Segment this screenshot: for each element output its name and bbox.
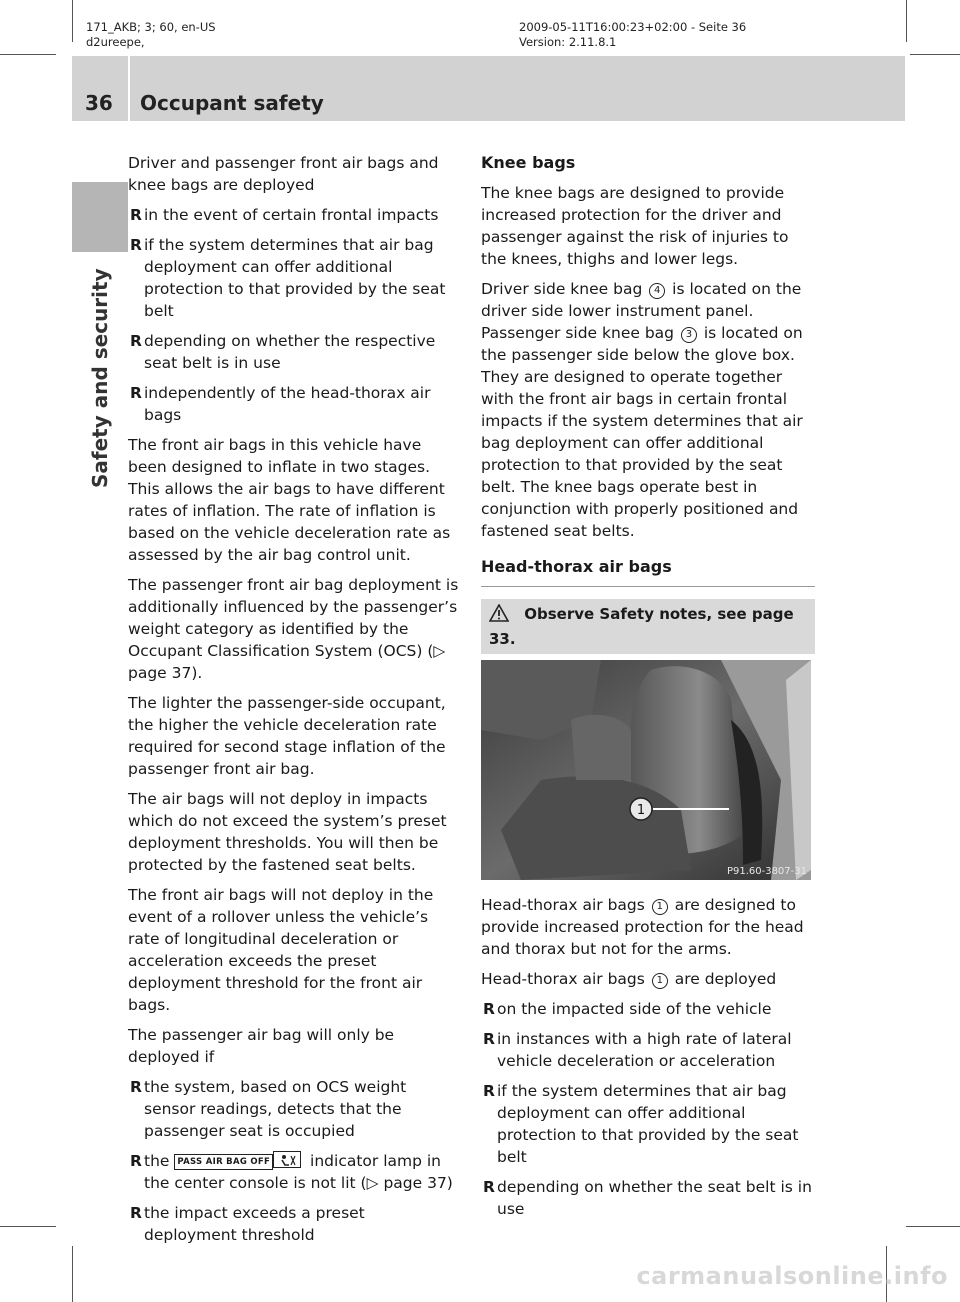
list-item-text: in the event of certain frontal impacts bbox=[144, 206, 439, 224]
text-span: Head-thorax air bags bbox=[481, 896, 645, 914]
warning-text: Observe Safety notes, see page 33. bbox=[489, 605, 794, 648]
callout-marker-1: 1 bbox=[652, 973, 668, 989]
crop-mark bbox=[0, 1226, 56, 1227]
list-item-text: depending on whether the respective seat belt is in use bbox=[144, 332, 436, 372]
text-span: are deployed bbox=[674, 970, 777, 988]
left-column bbox=[128, 152, 462, 1254]
intro-paragraph: Driver and passenger front air bags and knee bags are deployed bbox=[128, 154, 439, 194]
page-number: 36 bbox=[85, 91, 113, 115]
print-meta-line: Version: 2.11.8.1 bbox=[519, 35, 617, 49]
list-item-text: the system, based on OCS weight sensor readings, detects that the passenger seat is occupied bbox=[144, 1078, 407, 1140]
list-item bbox=[481, 998, 815, 1020]
crop-mark bbox=[906, 1226, 960, 1227]
bullet-marker: R bbox=[483, 1178, 495, 1196]
list-item-text: indicator lamp in the center console is not lit (▷ page 37) bbox=[144, 1152, 453, 1192]
print-meta-line: 171_AKB; 3; 60, en-US bbox=[86, 20, 216, 34]
text-span: is located on the driver side lower instrument panel. Passenger side knee bag bbox=[481, 280, 802, 342]
knee-bags-location-paragraph bbox=[481, 278, 815, 542]
seat-occupant-airbag-icon bbox=[273, 1151, 301, 1168]
list-item-text: independently of the head-thorax air bags bbox=[144, 384, 431, 424]
seat-photo bbox=[481, 660, 811, 880]
head-thorax-paragraph bbox=[481, 894, 815, 960]
bullet-marker: R bbox=[130, 1152, 142, 1170]
passenger-conditions-list bbox=[128, 1076, 462, 1246]
crop-mark bbox=[72, 1246, 73, 1302]
page-title: Occupant safety bbox=[140, 91, 324, 115]
bullet-marker: R bbox=[483, 1030, 495, 1048]
knee-bags-paragraph: The knee bags are designed to provide increased protection for the driver and passenger against the risk of injuries to the knees, thighs and lower legs. bbox=[481, 184, 789, 268]
text-span: Head-thorax air bags bbox=[481, 970, 645, 988]
list-item bbox=[128, 382, 462, 426]
print-meta-line: 2009-05-11T16:00:23+02:00 - Seite 36 bbox=[519, 20, 747, 34]
list-item-text: the bbox=[144, 1152, 170, 1170]
list-item bbox=[481, 1080, 815, 1168]
bullet-marker: R bbox=[130, 1078, 142, 1096]
bullet-marker: R bbox=[130, 332, 142, 350]
bullet-marker: R bbox=[483, 1000, 495, 1018]
list-item bbox=[128, 1150, 462, 1194]
knee-bags-heading: Knee bags bbox=[481, 153, 576, 172]
warning-triangle-icon bbox=[489, 604, 509, 628]
head-thorax-heading: Head-thorax air bags bbox=[481, 556, 815, 587]
list-item bbox=[128, 330, 462, 374]
bullet-marker: R bbox=[130, 206, 142, 224]
list-item-text: if the system determines that air bag deployment can offer additional protection to that provided by the seat belt bbox=[144, 236, 446, 320]
crop-mark bbox=[72, 0, 73, 42]
header-divider bbox=[128, 56, 130, 121]
list-item bbox=[481, 1028, 815, 1072]
watermark: carmanualsonline.info bbox=[636, 1262, 948, 1290]
list-item-text: on the impacted side of the vehicle bbox=[497, 1000, 772, 1018]
pass-air-bag-off-lamp: PASS AIR BAG OFF bbox=[174, 1154, 273, 1170]
photo-code: P91.60-3807-31 bbox=[726, 866, 807, 877]
bullet-marker: R bbox=[130, 384, 142, 402]
list-item-text: the impact exceeds a preset deployment threshold bbox=[144, 1204, 365, 1244]
list-item bbox=[481, 1176, 815, 1220]
ocs-paragraph: The passenger front air bag deployment is additionally influenced by the passenger’s weight category as identified by the Occupant Classification System (OCS) (▷ page 37). bbox=[128, 576, 459, 682]
list-item-text: if the system determines that air bag deployment can offer additional protection to that provided by the seat belt bbox=[497, 1082, 799, 1166]
lighter-occupant-paragraph: The lighter the passenger-side occupant, the higher the vehicle deceleration rate required for second stage inflation of the passenger front air bag. bbox=[128, 694, 446, 778]
passenger-deploy-paragraph: The passenger air bag will only be deployed if bbox=[128, 1026, 395, 1066]
section-label: Safety and security bbox=[88, 268, 112, 488]
text-span: are designed to provide increased protection for the head and thorax but not for the arms. bbox=[481, 896, 804, 958]
deploy-conditions-list bbox=[128, 204, 462, 426]
crop-mark bbox=[906, 0, 907, 42]
right-column bbox=[481, 152, 815, 1228]
list-item bbox=[128, 1076, 462, 1142]
head-thorax-deploy-paragraph bbox=[481, 968, 815, 990]
print-meta-left bbox=[86, 20, 216, 50]
crop-mark bbox=[0, 54, 56, 55]
text-span: is located on the passenger side below the glove box. They are designed to operate together with the front air bags in certain frontal impacts if the system determines that air bag deployment can offer additional protection to that provided by the seat belt. The knee bags operate best in conjunction with properly positioned and fastened seat belts. bbox=[481, 324, 803, 540]
bullet-marker: R bbox=[130, 1204, 142, 1222]
print-meta-line: d2ureepe, bbox=[86, 35, 145, 49]
rollover-paragraph: The front air bags will not deploy in the event of a rollover unless the vehicle’s rate of longitudinal deceleration or acceleration exceeds the preset deployment threshold for the front air bags. bbox=[128, 886, 434, 1014]
head-thorax-conditions-list bbox=[481, 998, 815, 1220]
crop-mark bbox=[910, 54, 960, 55]
list-item-text: depending on whether the seat belt is in use bbox=[497, 1178, 812, 1218]
thresholds-paragraph: The air bags will not deploy in impacts which do not exceed the system’s preset deployment thresholds. You will then be protected by the fastened seat belts. bbox=[128, 790, 447, 874]
photo-callout-1: 1 bbox=[636, 803, 646, 818]
safety-warning bbox=[481, 599, 815, 654]
print-meta-right bbox=[519, 20, 746, 50]
list-item bbox=[128, 234, 462, 322]
stages-paragraph: The front air bags in this vehicle have been designed to inflate in two stages. This allows the air bags to have different rates of inflation. The rate of inflation is based on the vehicle deceleration rate as assessed by the air bag control unit. bbox=[128, 436, 451, 564]
text-span: Driver side knee bag bbox=[481, 280, 643, 298]
callout-marker-1: 1 bbox=[652, 899, 668, 915]
bullet-marker: R bbox=[483, 1082, 495, 1100]
list-item bbox=[128, 1202, 462, 1246]
list-item bbox=[128, 204, 462, 226]
bullet-marker: R bbox=[130, 236, 142, 254]
callout-marker-3: 3 bbox=[681, 327, 697, 343]
callout-marker-4: 4 bbox=[649, 283, 665, 299]
list-item-text: in instances with a high rate of lateral vehicle deceleration or acceleration bbox=[497, 1030, 792, 1070]
